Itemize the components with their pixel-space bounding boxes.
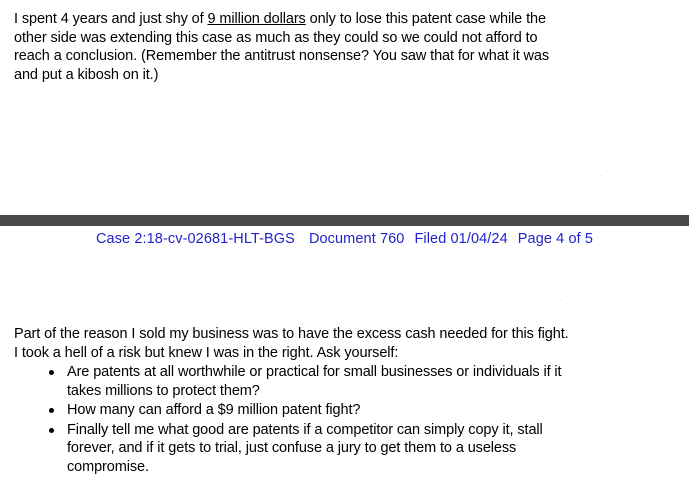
bullet-dot-icon [49, 408, 54, 413]
bullet-dot-icon [49, 370, 54, 375]
top-paragraph-underlined-amount: 9 million dollars [207, 11, 306, 27]
bullet-dot-icon [49, 428, 54, 433]
body-paragraph-line2: I took a hell of a risk but knew I was in the right. Ask yourself: [14, 344, 399, 361]
list-item-line1: Are patents at all worthwhile or practical for small businesses or individuals if it [67, 364, 562, 380]
stamp-case-number: Case 2:18-cv-02681-HLT-BGS [95, 231, 295, 247]
list-item [14, 363, 654, 400]
body-paragraph [14, 325, 654, 476]
list-item-line3: compromise. [67, 458, 149, 475]
top-paragraph [14, 10, 634, 84]
page-separator-bar [0, 215, 689, 226]
top-paragraph-line1-before: I spent 4 years and just shy of [14, 11, 208, 27]
question-list [14, 363, 654, 476]
list-item-line1: Finally tell me what good are patents if a competitor can simply copy it, stall [67, 421, 543, 438]
top-paragraph-line4: and put a kibosh on it.) [14, 66, 159, 83]
top-paragraph-line1-after: only to lose this patent case while the [305, 11, 546, 27]
list-item-line2: takes millions to protect them? [67, 382, 260, 399]
list-item [14, 421, 654, 477]
court-filing-stamp [0, 231, 689, 247]
list-item-line2: forever, and if it gets to trial, just confuse a jury to get them to a useless [67, 440, 517, 456]
stamp-document-number: Document 760 [308, 231, 405, 247]
list-item [14, 401, 654, 420]
body-paragraph-line1: Part of the reason I sold my business was to have the excess cash needed for this fight. [14, 326, 569, 342]
top-paragraph-line3: reach a conclusion. (Remember the antitrust nonsense? You saw that for what it was [14, 48, 550, 64]
stamp-page-number: Page 4 of 5 [517, 231, 594, 247]
list-item-line1: How many can afford a $9 million patent fight? [67, 402, 361, 418]
top-paragraph-line2: other side was extending this case as much as they could so we could not afford to [14, 29, 538, 46]
stamp-filed-date: Filed 01/04/24 [414, 231, 508, 247]
